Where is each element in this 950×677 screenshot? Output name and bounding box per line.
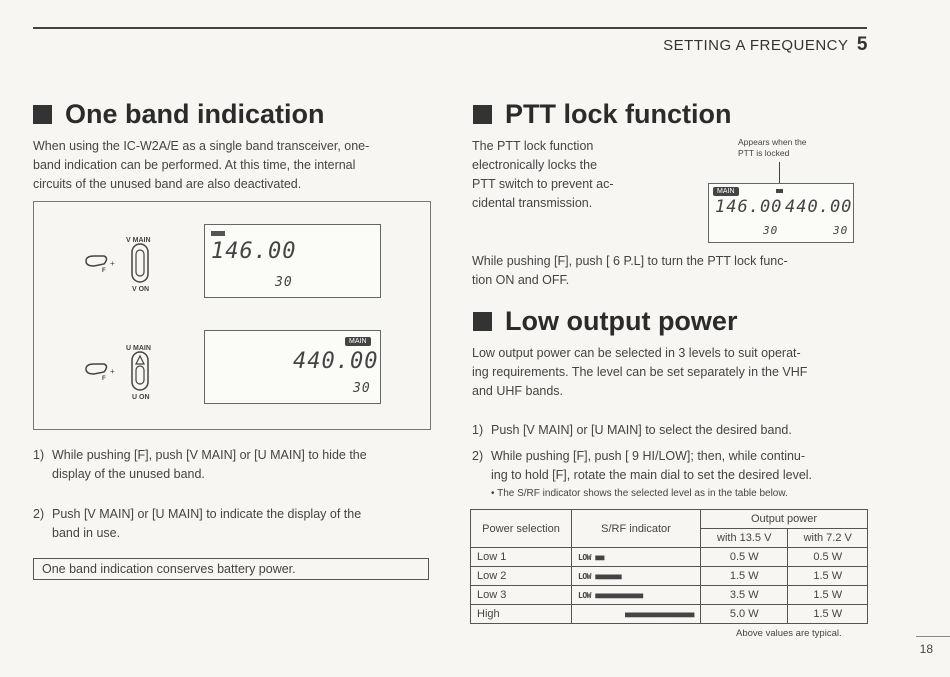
lcd-vhf-only [204,224,381,298]
cell-output-7-2v: 1.5 W [788,567,868,586]
intro-line: and UHF bands. [472,384,564,398]
main-badge: MAIN [713,187,739,196]
v-main-knob-illustration [82,234,182,304]
top-rule [33,27,867,29]
lcd-frequency-left: 146.00 [715,197,783,217]
column-header: with 7.2 V [788,529,868,548]
ptt-lock-indicator-icon [776,189,783,193]
step-text: While pushing [F], push [V MAIN] or [U MAIN] to hide the [52,448,367,462]
knob-label-bottom: U ON [132,394,150,401]
column-header: Power selection [471,510,572,548]
heading-bullet-icon [473,312,492,331]
step-text: band in use. [52,526,121,540]
callout-line: PTT is locked [738,148,790,158]
heading-low-output: Low output power [473,306,737,337]
table-row [471,567,868,586]
table-header-row [471,510,868,529]
knob-label-top: V MAIN [126,237,151,244]
lcd-uhf-only [204,330,381,404]
ptt-callout [738,137,807,159]
low-output-step-1 [472,421,872,440]
page-number-rule [916,636,950,637]
cell-output-13-5v: 0.5 W [701,548,788,567]
intro-line: circuits of the unused band are also deactivated. [33,177,302,191]
cell-output-13-5v: 3.5 W [701,586,788,605]
step-text: Push [V MAIN] or [U MAIN] to indicate the display of the [52,507,362,521]
lcd-sub-readout: 30 [833,224,849,237]
cell-power-selection: Low 1 [471,548,572,567]
ptt-line: PTT switch to prevent ac- [472,177,614,191]
svg-text:+: + [110,259,115,268]
lcd-ptt-lock [708,183,854,243]
ptt-instruction-line: tion ON and OFF. [472,273,570,287]
knob-label-top: U MAIN [126,345,151,352]
heading-one-band: One band indication [33,99,325,130]
ptt-instruction-line: While pushing [F], push [ 6 P.L] to turn the PTT lock func- [472,254,788,268]
step-number: 1) [33,448,45,462]
step-text: Push [V MAIN] or [U MAIN] to select the desired band. [491,423,792,437]
lcd-frequency: 146.00 [211,239,297,264]
note-box: One band indication conserves battery power. [33,558,429,580]
table-row [471,586,868,605]
lcd-frequency: 440.00 [293,349,379,374]
ptt-line: The PTT lock function [472,139,594,153]
heading-bullet-icon [33,105,52,124]
intro-line: When using the IC-W2A/E as a single band transceiver, one- [33,139,370,153]
table-footnote: Above values are typical. [736,628,842,639]
lcd-frequency-right: 440.00 [785,197,853,217]
header-title: SETTING A FREQUENCY [663,37,849,54]
one-band-step-1 [33,446,433,484]
knob-label-bottom: V ON [132,286,150,293]
step-text: While pushing [F], push [ 9 HI/LOW]; then, while continu- [491,449,806,463]
table-hint: • The S/RF indicator shows the selected level as in the table below. [491,488,788,499]
intro-line: Low output power can be selected in 3 levels to suit operat- [472,346,801,360]
cell-output-7-2v: 1.5 W [788,586,868,605]
cell-power-selection: Low 2 [471,567,572,586]
lcd-indicator-icon [211,231,225,236]
u-main-knob-illustration [82,342,182,412]
cell-power-selection: Low 3 [471,586,572,605]
callout-leader-line [779,162,780,184]
step-number: 2) [472,449,484,463]
ptt-description [472,137,647,213]
cell-output-7-2v: 0.5 W [788,548,868,567]
step-text: ing to hold [F], rotate the main dial to set the desired level. [491,468,813,482]
intro-line: ing requirements. The level can be set separately in the VHF [472,365,808,379]
page-number: 18 [919,642,933,656]
one-band-figure [33,201,431,430]
heading-ptt-lock: PTT lock function [473,99,732,130]
cell-output-13-5v: 1.5 W [701,567,788,586]
lcd-sub-readout: 30 [275,275,293,290]
table-row [471,548,868,567]
lcd-sub-readout: 30 [353,381,371,396]
ptt-line: electronically locks the [472,158,598,172]
cell-power-selection: High [471,605,572,624]
cell-srf-indicator: LOW ■■■■■■ [572,567,701,586]
one-band-step-2 [33,505,433,543]
step-number: 2) [33,507,45,521]
cell-srf-indicator: LOW ■■■■■■■■■■■ [572,586,701,605]
cell-output-7-2v: 1.5 W [788,605,868,624]
power-level-table [470,509,868,624]
main-badge: MAIN [345,337,371,346]
lcd-sub-readout: 30 [763,224,779,237]
chapter-number: 5 [856,34,868,55]
f-key-label: F [102,268,106,274]
one-band-intro [33,137,433,194]
cell-output-13-5v: 5.0 W [701,605,788,624]
column-header: with 13.5 V [701,529,788,548]
callout-line: Appears when the [738,137,807,147]
step-number: 1) [472,423,484,437]
ptt-line: cidental transmission. [472,196,593,210]
running-header [663,34,868,56]
low-output-step-2 [472,447,872,485]
ptt-instruction [472,252,872,290]
step-text: display of the unused band. [52,467,205,481]
low-output-intro [472,344,872,401]
svg-text:+: + [110,367,115,376]
intro-line: band indication can be performed. At this time, the internal [33,158,356,172]
column-header: S/RF indicator [572,510,701,548]
table-row [471,605,868,624]
f-key-label: F [102,376,106,382]
heading-bullet-icon [473,105,492,124]
cell-srf-indicator: LOW ■■ [572,548,701,567]
cell-srf-indicator: ■■■■■■■■■■■■■■■■ [572,605,701,624]
column-header: Output power [701,510,868,529]
